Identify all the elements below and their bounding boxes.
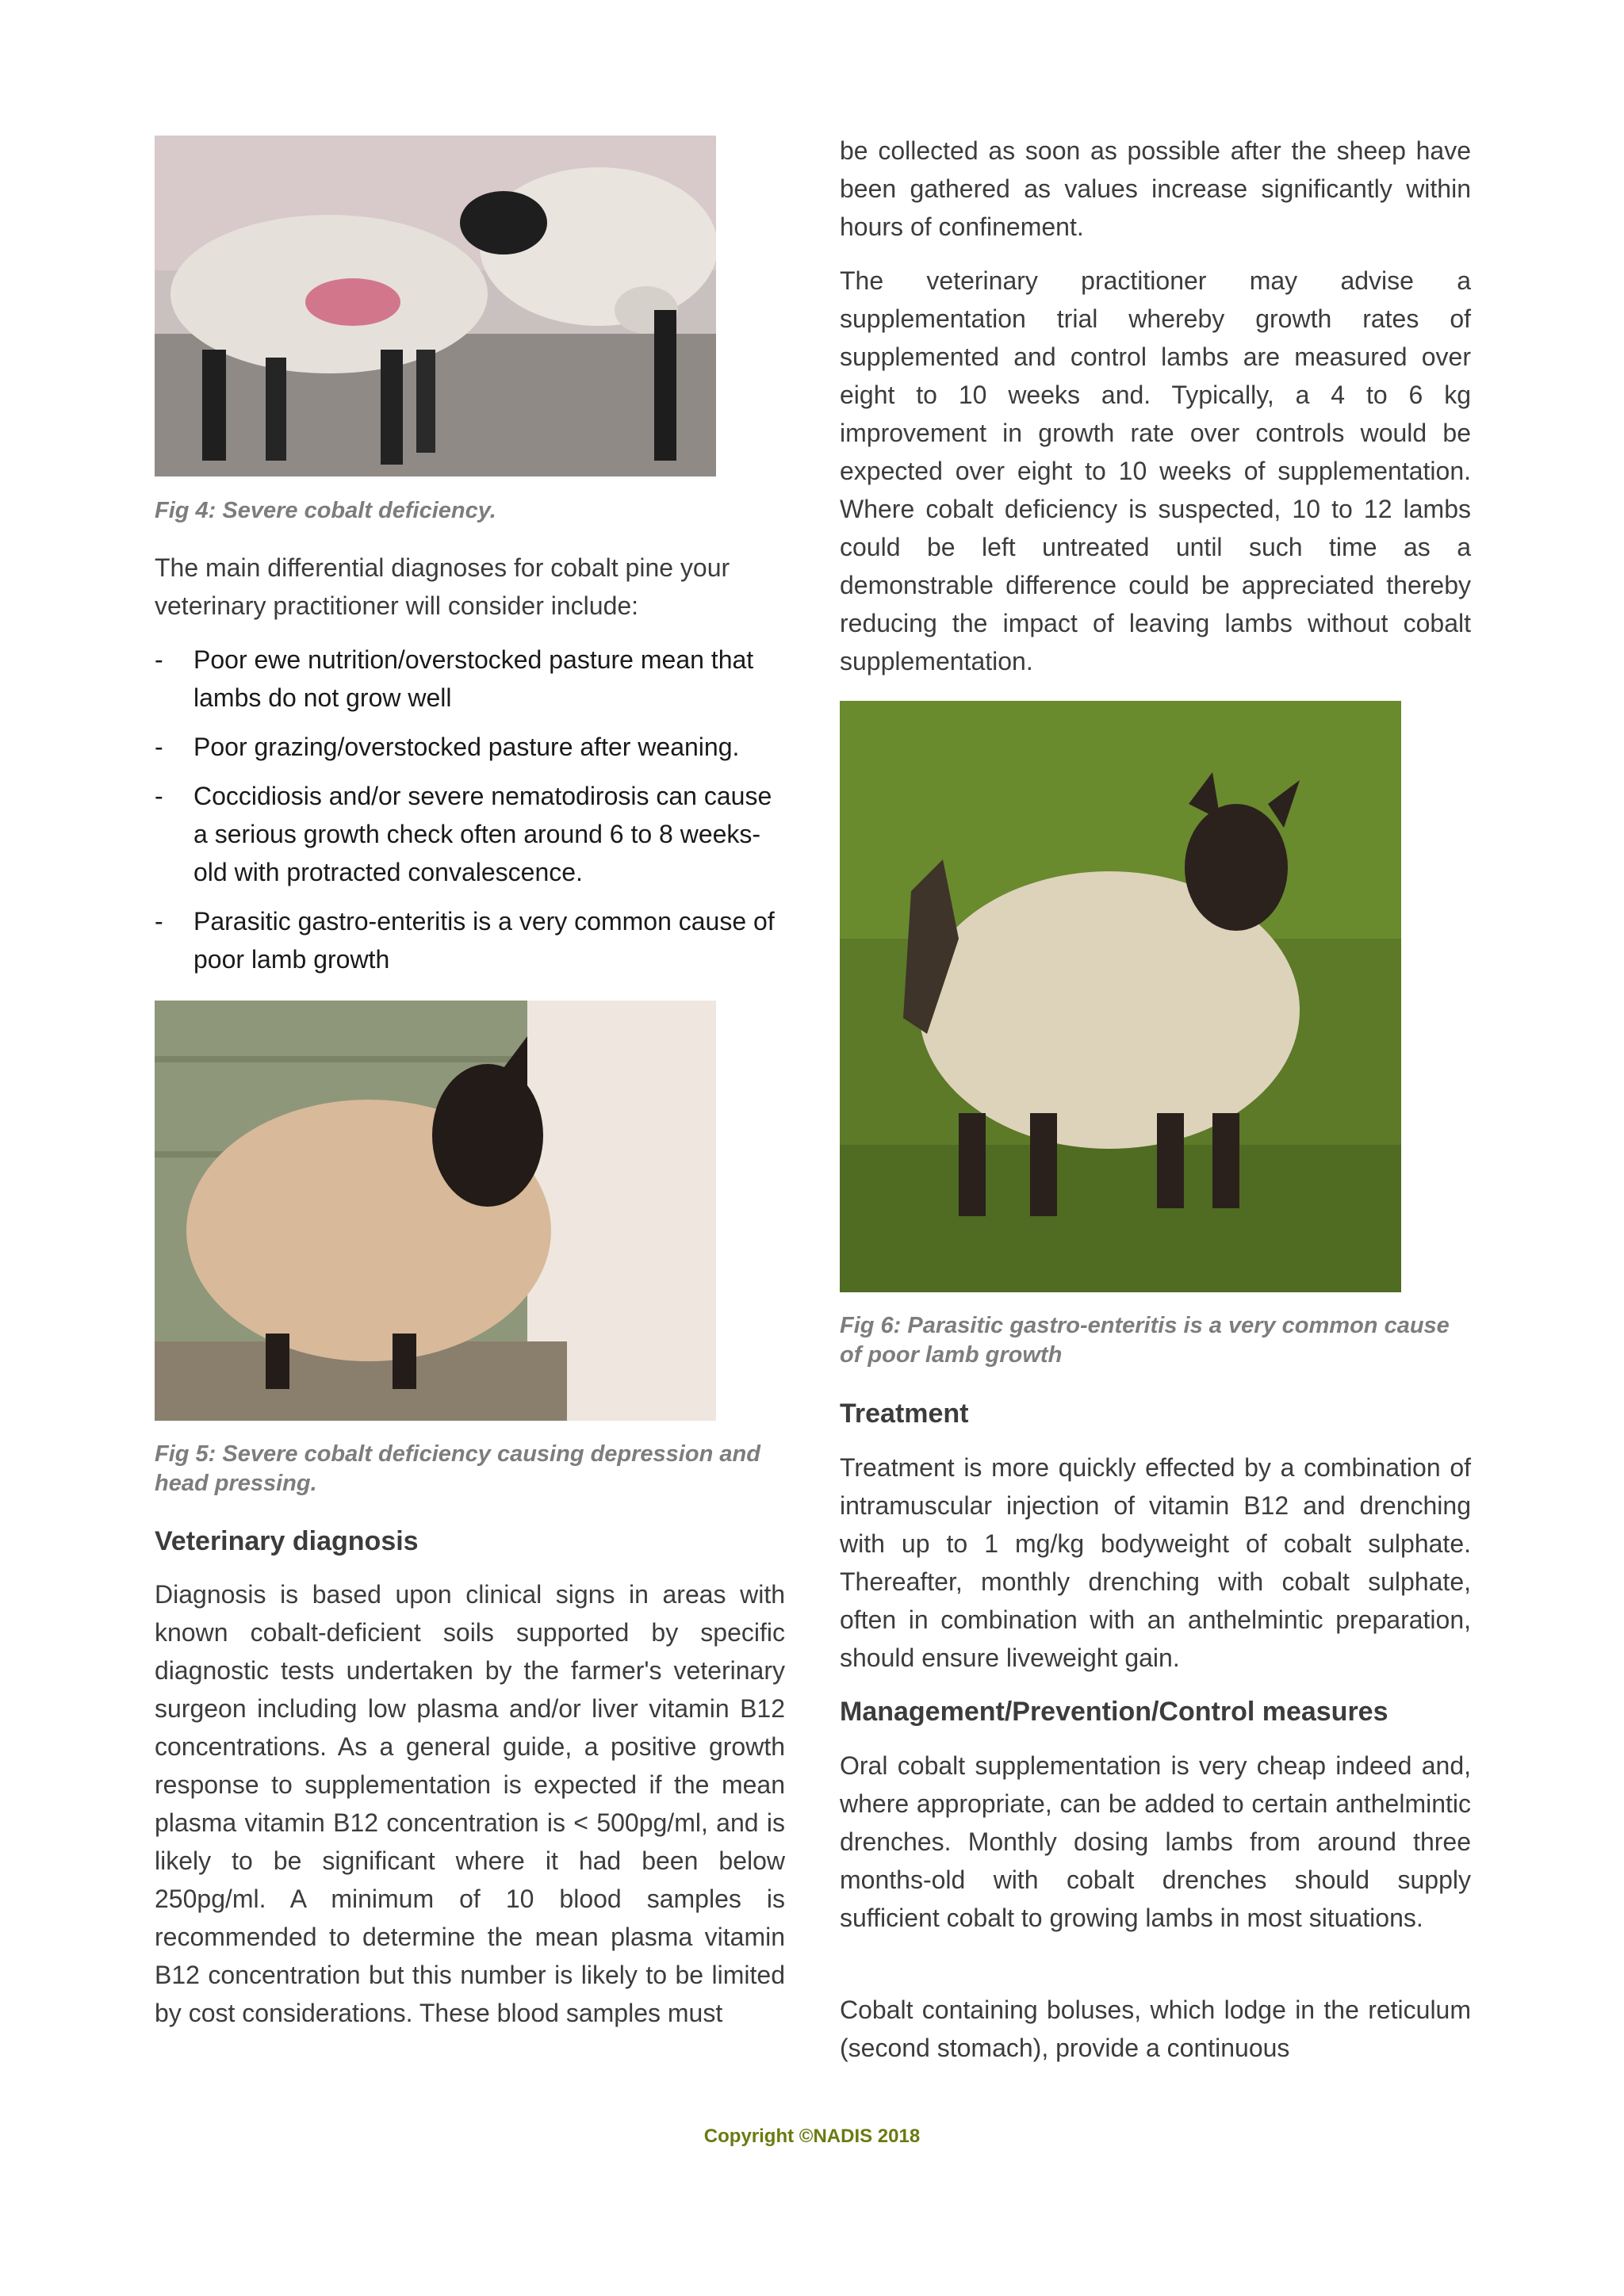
copyright-footer: Copyright ©NADIS 2018: [703, 2126, 921, 2147]
list-item: - Coccidiosis and/or severe nematodirosis can cause a serious growth check often around 6 to 8 weeks-old with protracted convalescence.: [155, 782, 772, 886]
fig6-caption: Fig 6: Parasitic gastro-enteritis is a very common cause of poor lamb growth: [840, 1313, 1450, 1368]
supplementation-trial-text: The veterinary practitioner may advise a supplementation trial whereby growth rates of supplemented and control lambs are measured over eight to 10 weeks and. Typically, a 4 to 6 kg improvement in growth rate over controls would be expected over eight to 10 weeks of supplementation. Where cobalt deficiency is suspected, 10 to 12 lambs could be left untreated until such time as a demonstrable difference could be appreciated thereby reducing the impact of leaving lambs without cobalt supplementation.: [840, 266, 1471, 675]
vet-diagnosis-heading: Veterinary diagnosis: [155, 1526, 419, 1556]
fig6-photo: [840, 701, 1401, 1292]
vet-diagnosis-text: Diagnosis is based upon clinical signs in areas with known cobalt-deficient soils supported by specific diagnostic tests undertaken by the farmer's veterinary surgeon including low plasma and/or liver vitamin B12 concentrations. As a general guide, a positive growth response to supplementation is expected if the mean plasma vitamin B12 concentration is < 500pg/ml, and is likely to be significant where it had been below 250pg/ml. A minimum of 10 blood samples is recommended to determine the mean plasma vitamin B12 concentration but this number is likely to be limited by cost considerations. These blood samples must: [155, 1580, 785, 2027]
list-item: - Poor grazing/overstocked pasture after weaning.: [155, 733, 740, 761]
fig5-caption: Fig 5: Severe cobalt deficiency causing depression and head pressing.: [155, 1441, 760, 1496]
fig4-caption: Fig 4: Severe cobalt deficiency.: [155, 498, 496, 523]
differential-list: [155, 641, 785, 989]
fig4-photo: [155, 136, 716, 476]
list-item: - Parasitic gastro-enteritis is a very common cause of poor lamb growth: [155, 907, 775, 974]
management-text-1: Oral cobalt supplementation is very cheap indeed and, where appropriate, can be added to certain anthelmintic drenches. Monthly dosing lambs from around three months-old with cobalt drenches should supply sufficient cobalt to growing lambs in most situations.: [840, 1751, 1471, 1932]
management-heading: Management/Prevention/Control measures: [840, 1697, 1388, 1727]
management-text-2: Cobalt containing boluses, which lodge in the reticulum (second stomach), provide a continuous: [840, 1996, 1471, 2062]
fig5-photo: [155, 1001, 716, 1421]
list-item: - Poor ewe nutrition/overstocked pasture mean that lambs do not grow well: [155, 645, 754, 712]
differential-intro: The main differential diagnoses for cobalt pine your veterinary practitioner will consider include:: [155, 553, 730, 620]
blood-sample-continuation: be collected as soon as possible after the sheep have been gathered as values increase significantly within hours of confinement.: [840, 136, 1471, 241]
treatment-heading: Treatment: [840, 1399, 969, 1429]
treatment-text: Treatment is more quickly effected by a combination of intramuscular injection of vitamin B12 and drenching with up to 1 mg/kg bodyweight of cobalt sulphate. Thereafter, monthly drenching with cobalt sulphate, often in combination with an anthelmintic preparation, should ensure liveweight gain.: [840, 1453, 1471, 1672]
